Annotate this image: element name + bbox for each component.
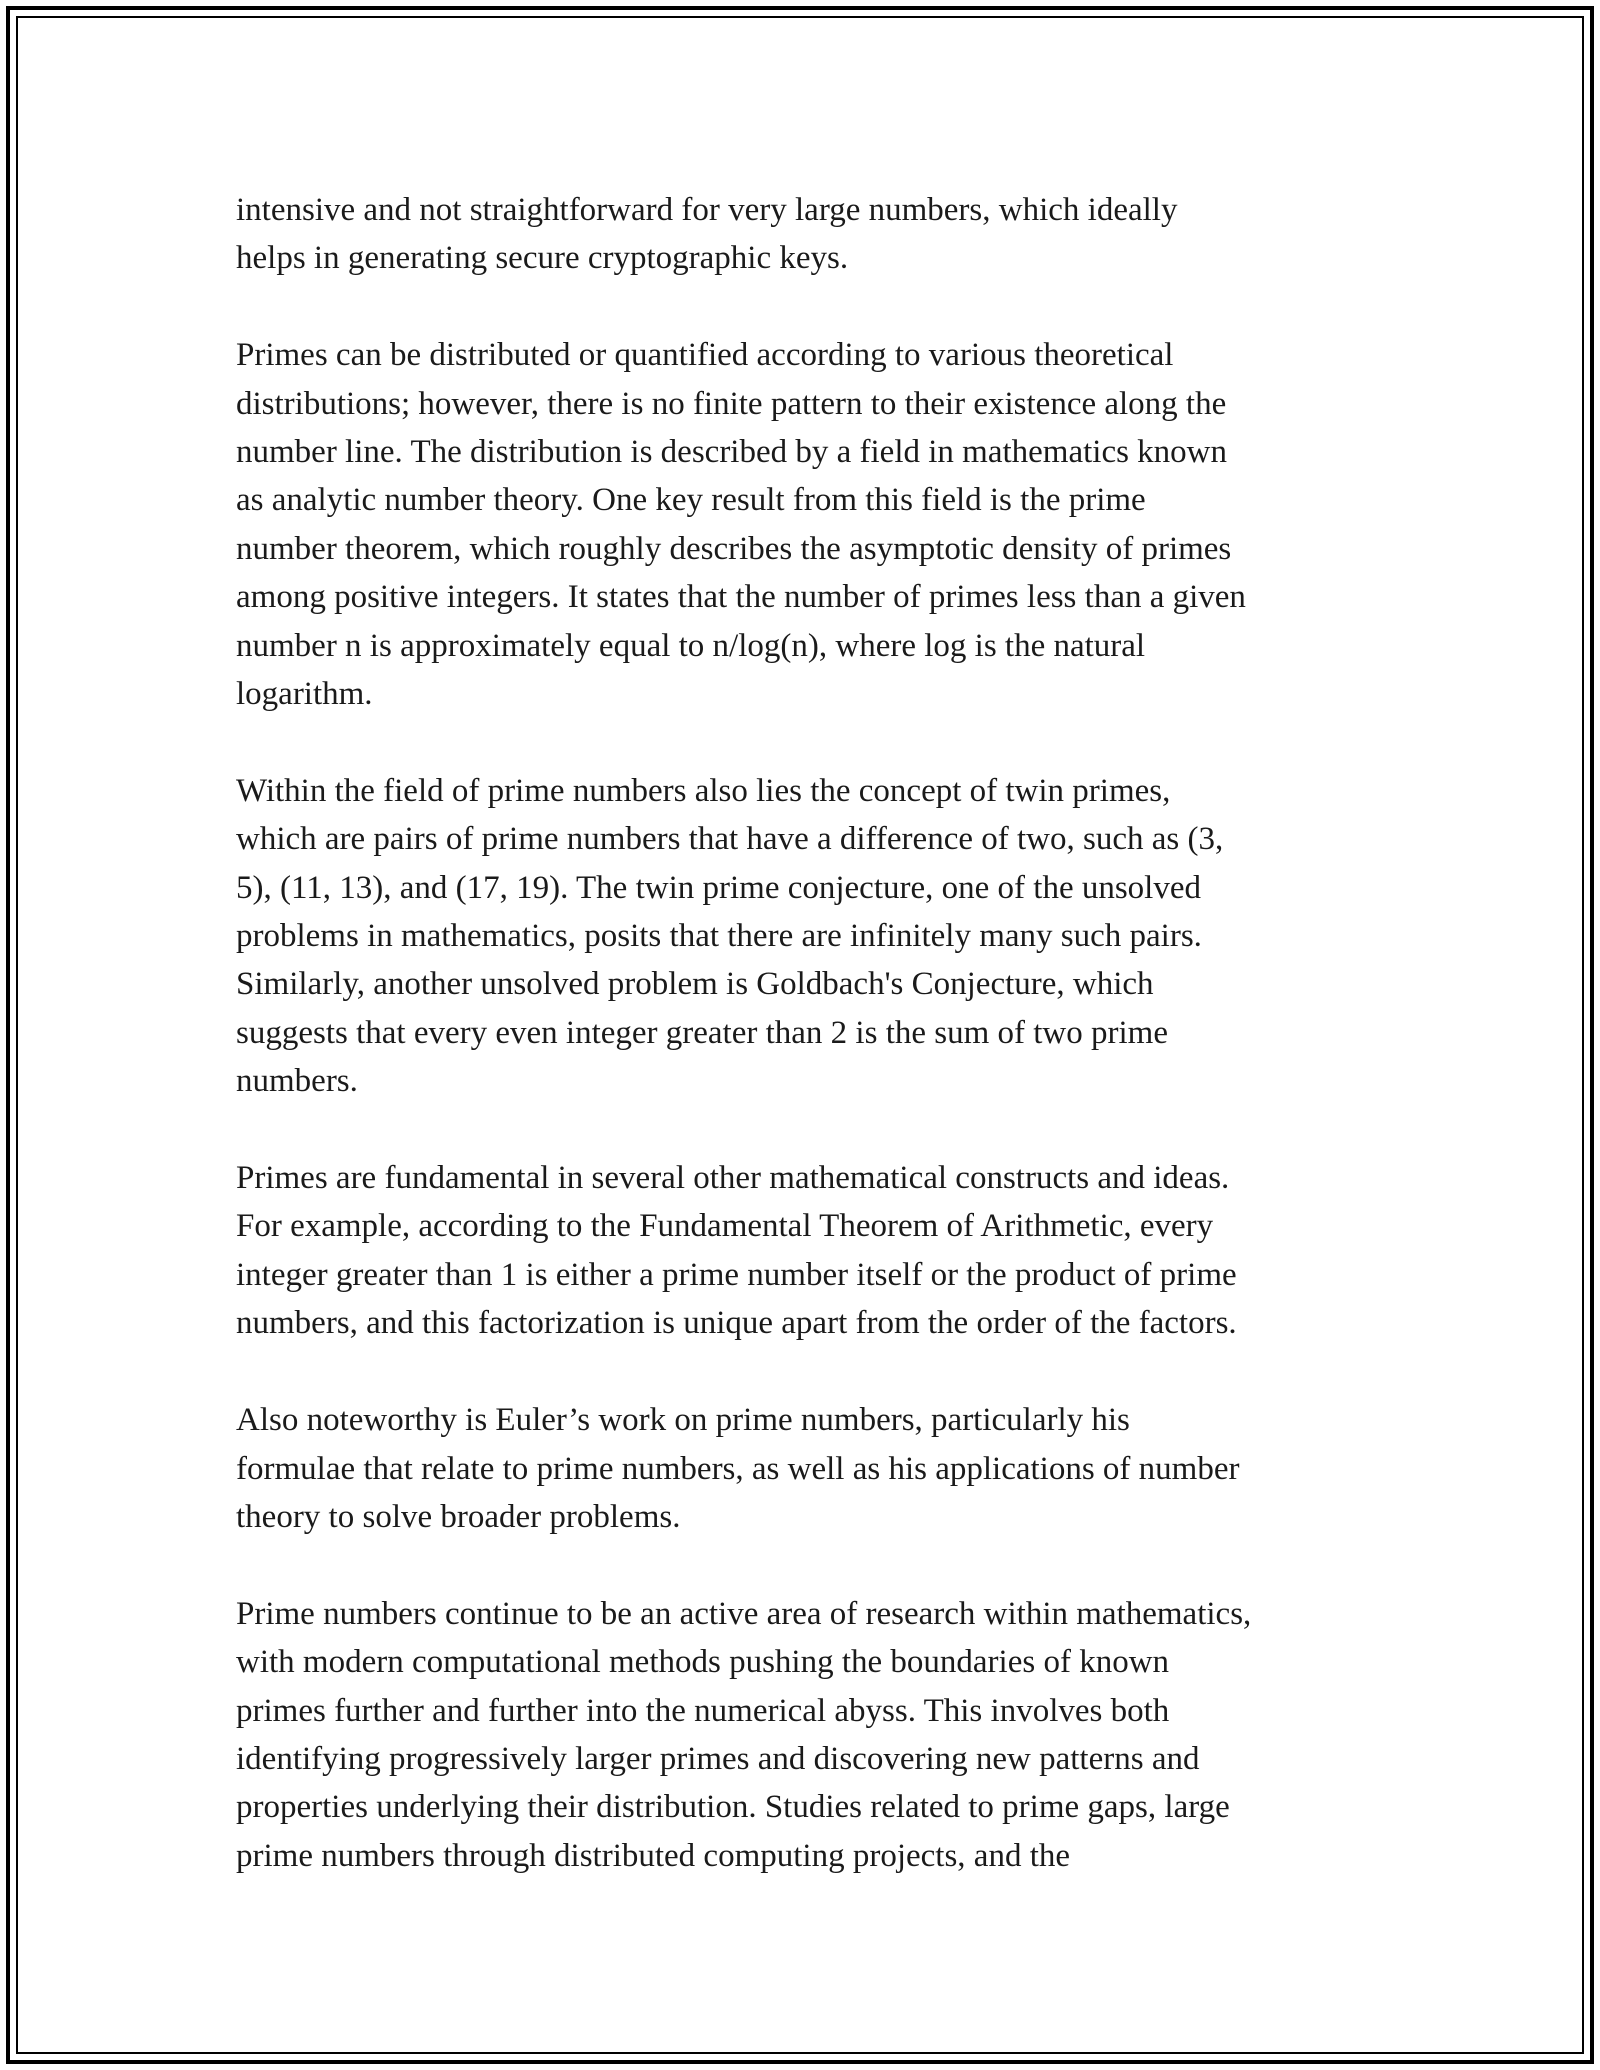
text-line: Similarly, another unsolved problem is Goldbach's Conjecture, which xyxy=(236,966,1154,1003)
text-line: numbers, and this factorization is unique apart from the order of the factors. xyxy=(236,1305,1237,1342)
document-body xyxy=(236,186,1376,1929)
paragraph-crypto-keys xyxy=(236,186,1376,283)
paragraph-active-research xyxy=(236,1590,1376,1880)
text-line: Also noteworthy is Euler’s work on prime numbers, particularly his xyxy=(236,1402,1130,1439)
text-line: integer greater than 1 is either a prime number itself or the product of prime xyxy=(236,1256,1237,1293)
text-line: problems in mathematics, posits that there are infinitely many such pairs. xyxy=(236,918,1202,955)
paragraph-prime-distribution xyxy=(236,331,1376,718)
text-line: logarithm. xyxy=(236,676,373,713)
text-line: numbers. xyxy=(236,1063,358,1100)
paragraph-fundamental-theorem xyxy=(236,1154,1376,1348)
text-line: which are pairs of prime numbers that have a difference of two, such as (3, xyxy=(236,821,1224,858)
text-line: Primes are fundamental in several other mathematical constructs and ideas. xyxy=(236,1160,1230,1197)
text-line: helps in generating secure cryptographic keys. xyxy=(236,240,849,277)
text-line: Within the field of prime numbers also lies the concept of twin primes, xyxy=(236,772,1171,809)
text-line: theory to solve broader problems. xyxy=(236,1498,681,1535)
text-line: number n is approximately equal to n/log(n), where log is the natural xyxy=(236,627,1146,664)
text-line: suggests that every even integer greater than 2 is the sum of two prime xyxy=(236,1014,1168,1051)
text-line: For example, according to the Fundamental Theorem of Arithmetic, every xyxy=(236,1208,1214,1245)
text-line: prime numbers through distributed computing projects, and the xyxy=(236,1837,1071,1874)
text-line: as analytic number theory. One key result from this field is the prime xyxy=(236,482,1146,519)
text-line: with modern computational methods pushing the boundaries of known xyxy=(236,1644,1170,1681)
text-line: number theorem, which roughly describes the asymptotic density of primes xyxy=(236,530,1232,567)
text-line: number line. The distribution is described by a field in mathematics known xyxy=(236,434,1228,471)
text-line: Prime numbers continue to be an active area of research within mathematics, xyxy=(236,1595,1252,1632)
text-line: among positive integers. It states that the number of primes less than a given xyxy=(236,579,1246,616)
text-line: intensive and not straightforward for very large numbers, which ideally xyxy=(236,192,1178,228)
text-line: distributions; however, there is no finite pattern to their existence along the xyxy=(236,385,1227,422)
text-line: primes further and further into the numerical abyss. This involves both xyxy=(236,1692,1170,1729)
text-line: formulae that relate to prime numbers, as well as his applications of number xyxy=(236,1450,1240,1487)
text-line: properties underlying their distribution. Studies related to prime gaps, large xyxy=(236,1789,1230,1826)
text-line: identifying progressively larger primes and discovering new patterns and xyxy=(236,1740,1200,1777)
text-line: 5), (11, 13), and (17, 19). The twin prime conjecture, one of the unsolved xyxy=(236,869,1201,906)
paragraph-twin-primes xyxy=(236,767,1376,1106)
paragraph-euler xyxy=(236,1396,1376,1541)
text-line: Primes can be distributed or quantified according to various theoretical xyxy=(236,337,1174,374)
